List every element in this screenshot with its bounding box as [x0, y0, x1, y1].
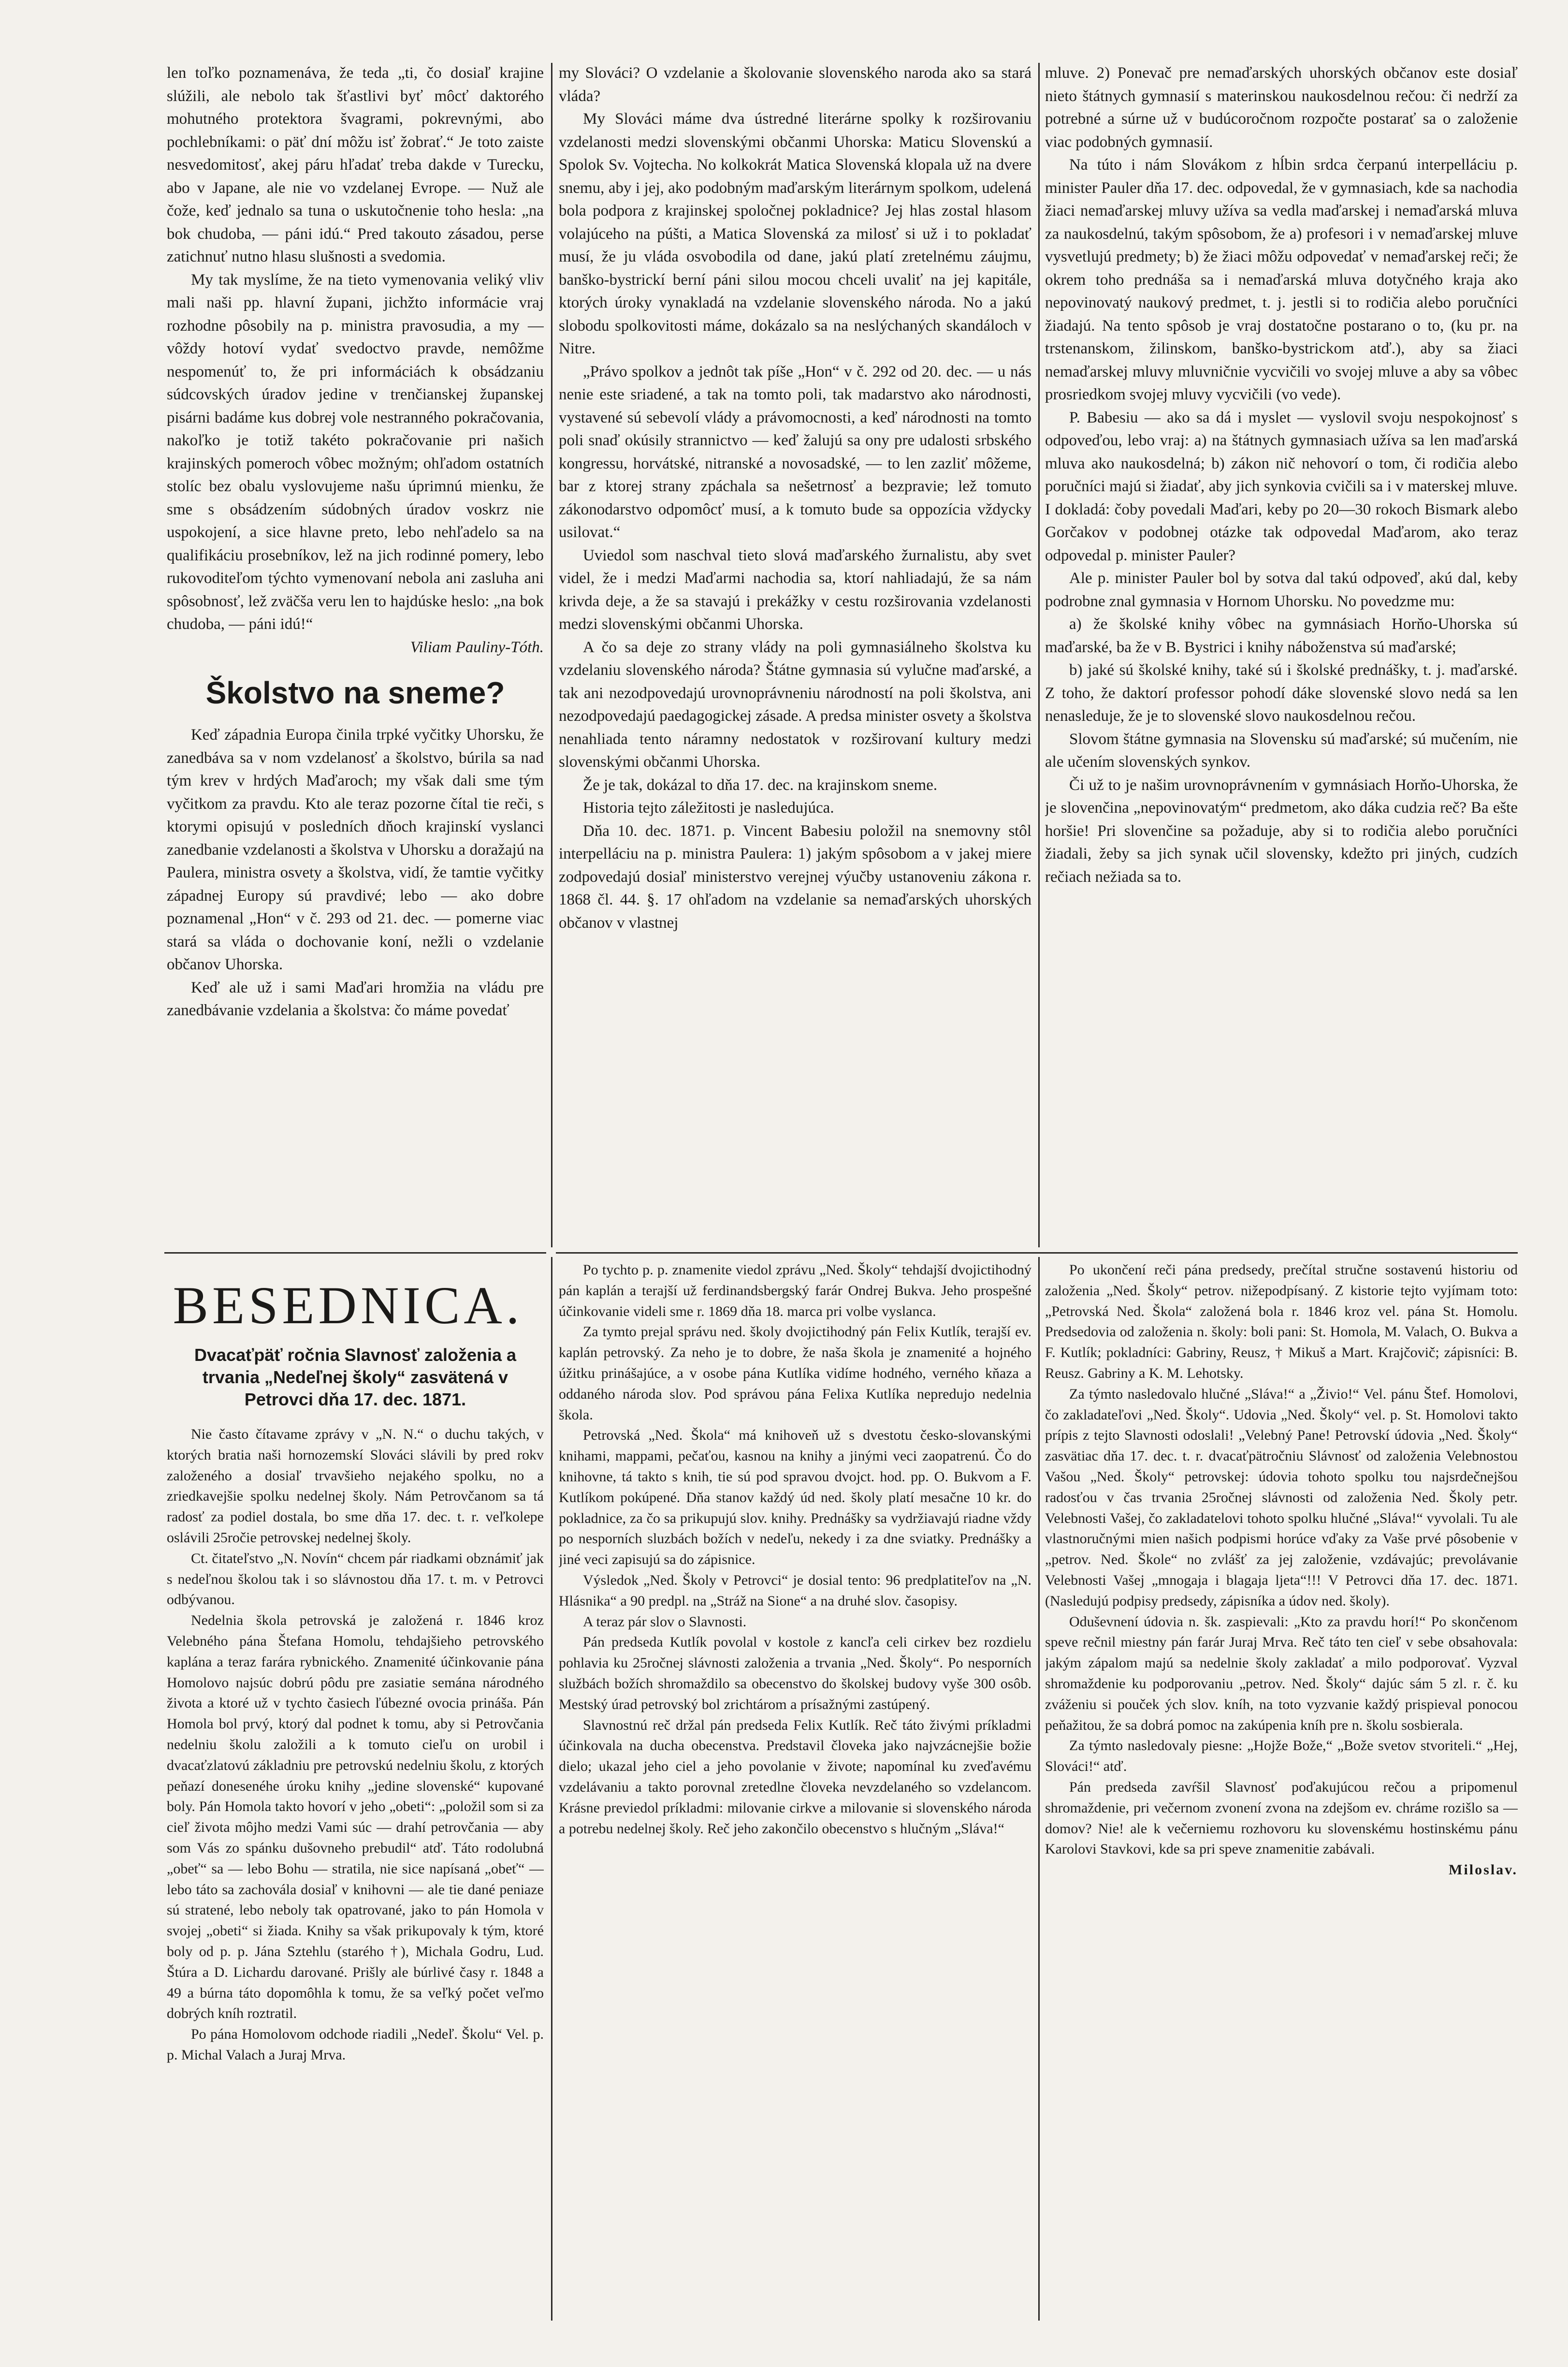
article-paragraph: Slavnostnú reč držal pán predseda Felix Kutlík. Reč táto živými príkladmi účinkovala na ducha obecenstva. Predstavil človeka jako najvzácnejšie božie dielo; ukazal jeho ciel a jeho povolanie v živote; napomínal ku zveďavému vzdelávaniu a takto porovnal zretedlne človeka nevzdelaného so vzdelancom. Krásne previedol príkladmi: milovanie cirkve a milovanie si slovenského národa a potrebu nedelnej školy. Reč jeho zakončilo obecenstvo s hlučným „Sláva!“ — [559, 1717, 1031, 1837]
article-paragraph: Petrovská „Ned. Škola“ má knihoveň už s dvestotu česko-slovanskými knihami, mappami, pečaťou, kasnou na knihy a jinými veci zaopatrenú. Čo do knihovne, tá takto s knih, tie sú pod spravou dvojct. hod. pp. O. Bukvom a F. Kutlíkom pokúpené. Dňa stanov každý úd ned. školy platí mesačne 10 kr. do pokladnice, za čo sa prikupujú slov. knihy. Prednášky sa vydržiavajú riadne vždy po nesporních sluzbách božích v nedeľu, nekedy i za dne sviatky. Prednášky a jiné veci zapisujú sa do zápisnice. — [559, 1427, 1031, 1568]
column-rule — [1038, 63, 1040, 1247]
top-column-3 — [1045, 62, 1518, 1251]
article-paragraph: Ale p. minister Pauler bol by sotva dal takú odpoveď, akú dal, keby podrobne znal gymnasia v Hornom Uhorsku. No povedzme mu: — [1045, 570, 1518, 610]
article-paragraph: Slovom štátne gymnasia na Slovensku sú maďarské; sú mučením, nie ale učením slovenských synkov. — [1045, 730, 1518, 771]
article-paragraph: Nedelnia škola petrovská je založená r. 1846 kroz Velebného pána Štefana Homolu, tehdajšieho petrovského kaplána a teraz farára rybnického. Znamenité účinkovanie pána Homolovo najsúc dobrú pôdu pre zasiatie semána národného života a ktoré už v tychto časiech ľúbezné ovocia prináša. Pán Homola bol prvý, ktorý dal podnet k tomu, aby si Petrovčania nedelniu školu založili a k tomuto cieľu on urobil i dvacaťzlatovú základniu pre petrovskú nedelniu školu, z ktorých peňazí donesenéhe úroku knihy „jedine slovenské“ kupované boly. Pán Homola takto hovorí v jeho „obeti“: „položil som si za cieľ života môjho medzi Vami súc — drahí petrovčania — aby som Vás zo spánku dušovneho prebudil“ atď. Táto rodolubná „obeť“ sa — lebo Bohu — stratila, nie sice napísaná „obeť“ — lebo táto sa zachovála dosiaľ v knihovni — ale tie dané peniaze sú stratené, lebo neboly tak opatrované, jako to pán Homola v svojej „obeti“ si žiada. Knihy sa však prikupovaly k tým, ktoré boly od p. p. Jána Sztehlu (starého †), Michala Godru, Lud. Štúra a D. Lichardu darované. Prišly ale búrlivé časy r. 1848 a 49 a búrna táto dopomôhla k tomu, že sa veľký počet veľmo dobrých kníh roztratil. — [167, 1612, 544, 2022]
column-rule — [1038, 1257, 1040, 2321]
article-paragraph: b) jaké sú školské knihy, také sú i školské prednášky, t. j. maďarské. Z toho, že daktorí professor pohodí dáke slovenské slovo nedá sa len nenasleduje, že je to slovenské slovo naukosdelnou rečou. — [1045, 661, 1518, 725]
article-paragraph: Za tymto prejal správu ned. školy dvojictihodný pán Felix Kutlík, terajší ev. kaplán petrovský. Za neho je to dobre, že naša škola je znamenité a hojného úžitku prinášajúce, a v osobe pána Kutlíka vidíme hodného, verného kňaza a oddaného národa slov. Pod správou pána Felixa Kutlíka nepredujo nedelnia škola. — [559, 1324, 1031, 1423]
column-rule — [551, 1257, 552, 2321]
top-column-2 — [559, 62, 1031, 1251]
section-heading: Školstvo na sneme? — [205, 675, 505, 710]
author-signature: Miloslav. — [1449, 1862, 1518, 1878]
article-paragraph: Za týmto nasledovaly piesne: „Hojže Bože,“ „Bože svetov stvoriteli.“ „Hej, Slováci!“ atď. — [1045, 1738, 1518, 1775]
article-paragraph: Ct. čitateľstvo „N. Novín“ chcem pár riadkami obznámiť jak s nedeľnou školou tak i so slávnostou dňa 17. t. m. v Petrovci odbývanou. — [167, 1550, 544, 1608]
section-divider — [164, 1252, 546, 1254]
article-paragraph: My Slováci máme dva ústredné literárne spolky k rozširovaniu vzdelanosti medzi slovenskými občanmi Uhorska: Maticu Slovenskú a Spolok Sv. Vojtecha. No kolkokrát Matica Slovenská klopala už na dvere snemu, aby i jej, ako podobným maďarským literárnym spolkom, udelená bola podpora z krajinskej spoločnej pokladnice? Jej hlas zostal hlasom volajúceho na púšti, a Matica Slovenská za milosť si už i to pokladať musí, že ju vláda osvobodila od dane, jakú platí zretelnému záujmu, banško-bystrickí berní páni silou mocou chceli uvaliť na jej kapitále, ktorých úroky vynakladá na vzdelanie slovenského národa. No a jakú slobodu spolkovitosti máme, dokázalo sa na neslýchaných skandáloch v Nitre. — [559, 110, 1031, 357]
article-paragraph: Historia tejto záležitosti je nasledujúca. — [583, 799, 834, 817]
article-paragraph: My tak myslíme, že na tieto vymenovania veliký vliv mali naši pp. hlavní župani, jichžto informácie vraj rozhodne pôsobily na p. ministra pravosudia, a my — vôždy hotoví vydať svedoctvo pravde, nemôžme nespomenúť to, že pri informáciách k obsádzaniu súdcovských úradov jedine v trenčianskej županskej pisárni badáme kus dobrej vole nestranného pokračovania, nakoľko je totiž takéto pokračovanie pri našich krajinských pomeroch vôbec možným; ohľadom ostatních stolíc bez obalu vyslovujeme našu úprimnú mienku, že sme s obsádzením súdobných úradov voskrz nie uspokojení, a sice hlavne preto, lebo nehľadelo sa na qualifikáciu prosebníkov, lež na jich rodinné pomery, lebo rukovoditeľom týchto vymenovaní nebola ani zasluha ani spôsobnosť, lež zväčša veru len to hajdúske heslo: „na bok chudoba, — páni idú!“ — [167, 271, 544, 633]
article-paragraph: „Právo spolkov a jednôt tak píše „Hon“ v č. 292 od 20. dec. — u nás nenie este sriadené, a tak na tomto poli, tak madarstvo ako národnosti, vystavené sú sebevolí vlády a právomocnosti, a keď národnosti na tomto poli snaď okúsily strannictvo — keď žalujú sa ony pre udalosti srbského kongressu, horvátské, nitranské a novosadské, — to len zazliť môžeme, bar z ktorej strany zpáchala sa nešetrnosť a bezpravie; lež tomuto zákonodarstvo odpomôcť musí, a k tomuto bude sa oppozícia vždycky usilovat.“ — [559, 363, 1031, 541]
article-paragraph: Pán predseda Kutlík povolal v kostole z kancľa celi cirkev bez rozdielu pohlavia ku 25ročnej slávnosti založenia a trvania „Ned. Školy“. Po nesporních službách božích shromaždilo sa obecenstvo do školskej budovy vyše 300 osôb. Mestský úrad petrovský bol zrichtárom a prísažnými zastúpený. — [559, 1634, 1031, 1712]
article-paragraph: Keď ale už i sami Maďari hromžia na vládu pre zanedbávanie vzdelania a školstva: čo máme povedať — [167, 979, 544, 1019]
article-paragraph: A čo sa deje zo strany vlády na poli gymnasiálneho školstva ku vzdelaniu slovenského národa? Štátne gymnasia sú vylučne maďarské, a tak ani nezodpovedajú urovnoprávneniu národností na poli školstva, ani nezodpovedajú paedagogickej zásade. A predsa minister osvety a školstva nenahliada tento náramny nedostatok v rozširovaní kultury medzi slovenskými občanmi Uhorska. — [559, 638, 1031, 771]
article-paragraph: Výsledok „Ned. Školy v Petrovci“ je dosial tento: 96 predplatiteľov na „N. Hlásnika“ a 90 predpl. na „Stráž na Sione“ a na druhé slov. časopisy. — [559, 1572, 1031, 1609]
article-paragraph: Po ukončení reči pána predsedy, prečítal stručne sostavenú historiu od založenia „Ned. Školy“ petrov. nižepodpísaný. Z kistorie tejto vyjímam toto: „Petrovská Ned. Škola“ založená bola r. 1846 kroz vel. pána St. Homolu. Predsedovia od založenia n. školy: boli pani: St. Homola, M. Valach, O. Bukva a F. Kutlík; pokladníci: Gabriny, Reusz, † Mikuš a Mart. Krajčovič; zápisníci: B. Reusz. Gabriny a K. M. Lehotsky. — [1045, 1262, 1518, 1381]
article-paragraph: Že je tak, dokázal to dňa 17. dec. na krajinskom sneme. — [583, 776, 938, 794]
article-paragraph: Na túto i nám Slovákom z hĺbin srdca čerpanú interpelláciu p. minister Pauler dňa 17. dec. odpovedal, že v gymnasiach, kde sa nachodia žiaci nemaďarskej mluvy užíva sa vedla maďarskej i nemaďarská mluva za naukosdelnú, takým spôsobom, že a) profesori i v nemaďarskej mluve vysvetlujú predmety; b) že žiaci môžu odpovedať v nemaďarskej reči; že okrem toho prednáša sa i nemaďarská mluva dotyčného kraja ako nepovinovatý naukový predmet, t. j. jestli si to rodičia alebo poručníci žiadajú. Na tento spôsob je vraj dostatočne postarano o to, (ku pr. na trstenanskom, žilinskom, banško-bystrickom atď.), aby sa žiaci nemaďarskej mluvy mluvničnie vycvičili vo svojej mluve a aby sa vôbec prosriedkom svojej mluvy vycvičili (vo vede). — [1045, 156, 1518, 403]
author-signature: Viliam Pauliny-Tóth. — [410, 638, 544, 656]
top-column-1 — [167, 62, 544, 1251]
column-rule — [551, 63, 552, 1247]
article-paragraph: Za týmto nasledovalo hlučné „Sláva!“ a „Živio!“ Vel. pánu Štef. Homolovi, čo zakladateľovi „Ned. Školy“. Udovia „Ned. Školy“ vel. p. St. Homolovi takto prípis z tejto Slavnosti odoslali! „Velebný Pane! Petrovskí údovia „Ned. Školy“ zasvätiac dňa 17. dec. t. r. dvacaťpätročniu Slávnosť od založenia Velebnostou Vašou „Ned. Školy“ petrovskej: údovia tohoto spolku tou najsrdečnejšou radosťou v čas trvania 25ročnej slávnosti od založenia Ned. Školy petr. Velebnosti Vašej, čo zakladatelovi tohoto spolku hlučné „Sláva!“ vyvolali. Tu ale vlastnoručnými mien našich podpismi horúce vďaky za Vaše prvé pôsobenie v „petrov. Ned. Škole“ no zvlášť za jej založenie, vzdávajúc; prevolávanie Velebnosti Vašej „mnogaja i blagaja ljeta“!!! V Petrovci dňa 17. dec. 1871. (Nasledujú podpisy predsedy, zápisníka a údov ned. školy). — [1045, 1386, 1518, 1609]
article-paragraph: Po pána Homolovom odchode riadili „Nedeľ. Školu“ Vel. p. p. Michal Valach a Juraj Mrva. — [167, 2026, 544, 2063]
article-subheading: Dvacaťpäť ročnia Slavnosť založenia a trvania „Nedeľnej školy“ zasvätená v Petrovci dňa 17. dec. 1871. — [194, 1345, 516, 1409]
article-paragraph: Pán predseda zavŕšil Slavnosť poďakujúcou rečou a pripomenul shromaždenie, pri večernom zvonení zvona na zdejšom ev. chráme rozišlo sa — domov? Nie! ale k večerniemu rozhovoru ku slovenskému hostinskému pánu Karolovi Stavkovi, kde sa pri speve znamenitie zabávali. — [1045, 1779, 1518, 1857]
bottom-column-3 — [1045, 1260, 1518, 2319]
article-paragraph: my Slováci? O vzdelanie a školovanie slovenského naroda ako sa stará vláda? — [559, 64, 1031, 105]
section-divider — [556, 1252, 1518, 1254]
article-paragraph: Oduševnení údovia n. šk. zaspievali: „Kto za pravdu horí!“ Po skončenom spevе rečnil miestny pán farár Juraj Mrva. Reč táto ten cieľ v sebe obsahovala: jakým zápalom majú sa nedelnie školy zakladať a milo podporovať. Vyzval shromaždenie ku podporovaniu „petrov. Ned. Školy“ dajúc sám 5 zl. r. č. ku zváženiu si pouček ých slov. kníh, na toto vyzvanie každý prispieval ponocou peňažitou, že sa dobrá pomoc na zakúpenia kníh pre n. školu sosbierala. — [1045, 1613, 1518, 1733]
article-paragraph: A teraz pár slov o Slavnosti. — [583, 1613, 747, 1630]
article-paragraph: Dňa 10. dec. 1871. p. Vincent Babesiu položil na snemovny stôl interpelláciu na p. ministra Paulera: 1) jakým spôsobom a v jakej miere zodpovedajú dosiaľ ministerstvo verejnej výučby ustanoveniu zákona r. 1868 čl. 44. §. 17 ohľadom na vzdelanie sa nemaďarských uhorských občanov v vlastnej — [559, 822, 1031, 932]
article-paragraph: Po tychto p. p. znamenite viedol zprávu „Ned. Školy“ tehdajší dvojictihodný pán kaplán a terajší už ferdinandsbergský farár Ondrej Bukva. Jeho prospešné účinkovanie videli sme r. 1869 dňa 18. marca pri volbe vyslanca. — [559, 1262, 1031, 1319]
article-paragraph: Keď západnia Europa činila trpké vyčitky Uhorsku, že zanedbáva sa v nom vzdelanosť a školstvo, búrila sa nad tým krev v hrdých Maďaroch; my však dali sme tým vyčitkom za pravdu. Kto ale teraz pozorne čítal tie reči, s ktorymi opisujú v posledních dňoch krajinskí vyslanci zanedbanie vzdelanosti a školstva v Uhorsku a doražajú na Paulera, ministra osvety a školstva, vidí, že tamtie vyčitky západnej Europy sú pravdivé; lebo — ako dobre poznamenal „Hon“ v č. 293 od 21. dec. — pomerne viac stará sa vláda o dochovanie koní, nežli o vzdelanie občanov Uhorska. — [167, 726, 544, 973]
article-paragraph: Uviedol som naschval tieto slová maďarského žurnalistu, aby svet videl, že i medzi Maďarmi nachodia sa, ktorí nahliadajú, že sa nám krivda deje, a že sa stavajú i prekážky v cestu rozširovania vzdelanosti medzi slovenskými občanmi Uhorska. — [559, 546, 1031, 633]
besednica-masthead: BESEDNICA. — [173, 1276, 523, 1335]
article-paragraph: Či už to je našim urovnoprávnením v gymnásiach Horňo-Uhorska, že je slovenčina „nepovinovatým“ predmetom, ako dáka cudzia reč? Ba ešte horšie! Pri slovenčine sa požaduje, aby si to rodičia alebo poručníci žiadali, žeby sa jich synak učil slovensky, kdežto pri jiných, cudzích rečiach nežiada sa to. — [1045, 776, 1518, 886]
article-paragraph: P. Babesiu — ako sa dá i myslet — vyslovil svoju nespokojnosť s odpoveďou, lebo vraj: a) na štátnych gymnasiach užíva sa len maďarská mluva ako naukosdelná; b) zákon nič nehovorí o tom, či rodičia alebo poručníci majú si žiadať, aby jich synkovia cvičili sa i v materskej mluve. I dokladá: čoby povedali Maďari, keby po 20—30 rokoch Bismark alebo Gorčakov v podobnej otázke tak odpovedal Maďarom, ako teraz odpovedal p. minister Pauler? — [1045, 409, 1518, 564]
article-paragraph: len toľko poznamenáva, že teda „ti, čo dosiaľ krajine slúžili, ale nebolo tak šťastlivi byť môcť daktorého mohutného protektora švagrami, pokrevnými, abo pochlebníkami: o päť dní môžu isť žobrať.“ Je toto zaiste nesvedomitosť, akej páru hľadať treba dakde v Turecku, abo v Japane, ale nie vo vzdelanej Evrope. — Nuž ale čože, keď jednalo sa tuna o uskutočnenie toho hesla: „na bok chudoba, — páni idú.“ Pred takouto zásadou, perse zatichnuť nutno hlasu slušnosti a svedomia. — [167, 64, 544, 265]
bottom-column-2 — [559, 1260, 1031, 2319]
bottom-column-1 — [167, 1344, 544, 2321]
article-paragraph: Nie často čítavame zprávy v „N. N.“ o duchu takých, v ktorých bratia naši hornozemskí Slováci slávili by pred rokv založeného a dosiaľ trvavšieho nejakého spolku, no a zriedkavejšie spolku nedelnej školy. Nám Petrovčanom sa tá radosť za podiel dostala, bo sme dňa 17. dec. t. r. veľkolepe oslávili 25ročie petrovskej nedelnej školy. — [167, 1426, 544, 1546]
article-paragraph: a) že školské knihy vôbec na gymnásiach Horňo-Uhorska sú maďarské, ba že v B. Bystrici i knihy náboženstva sú maďarské; — [1045, 615, 1518, 656]
article-paragraph: mluve. 2) Ponevač pre nemaďarských uhorských občanov este dosiaľ nieto štátnych gymnasií s materinskou naukosdelnou rečou: či nedrží za potrebné a súrne už v budúcoročnom rozpočte postarať sa o založenie viac podobných gymnasií. — [1045, 64, 1518, 151]
